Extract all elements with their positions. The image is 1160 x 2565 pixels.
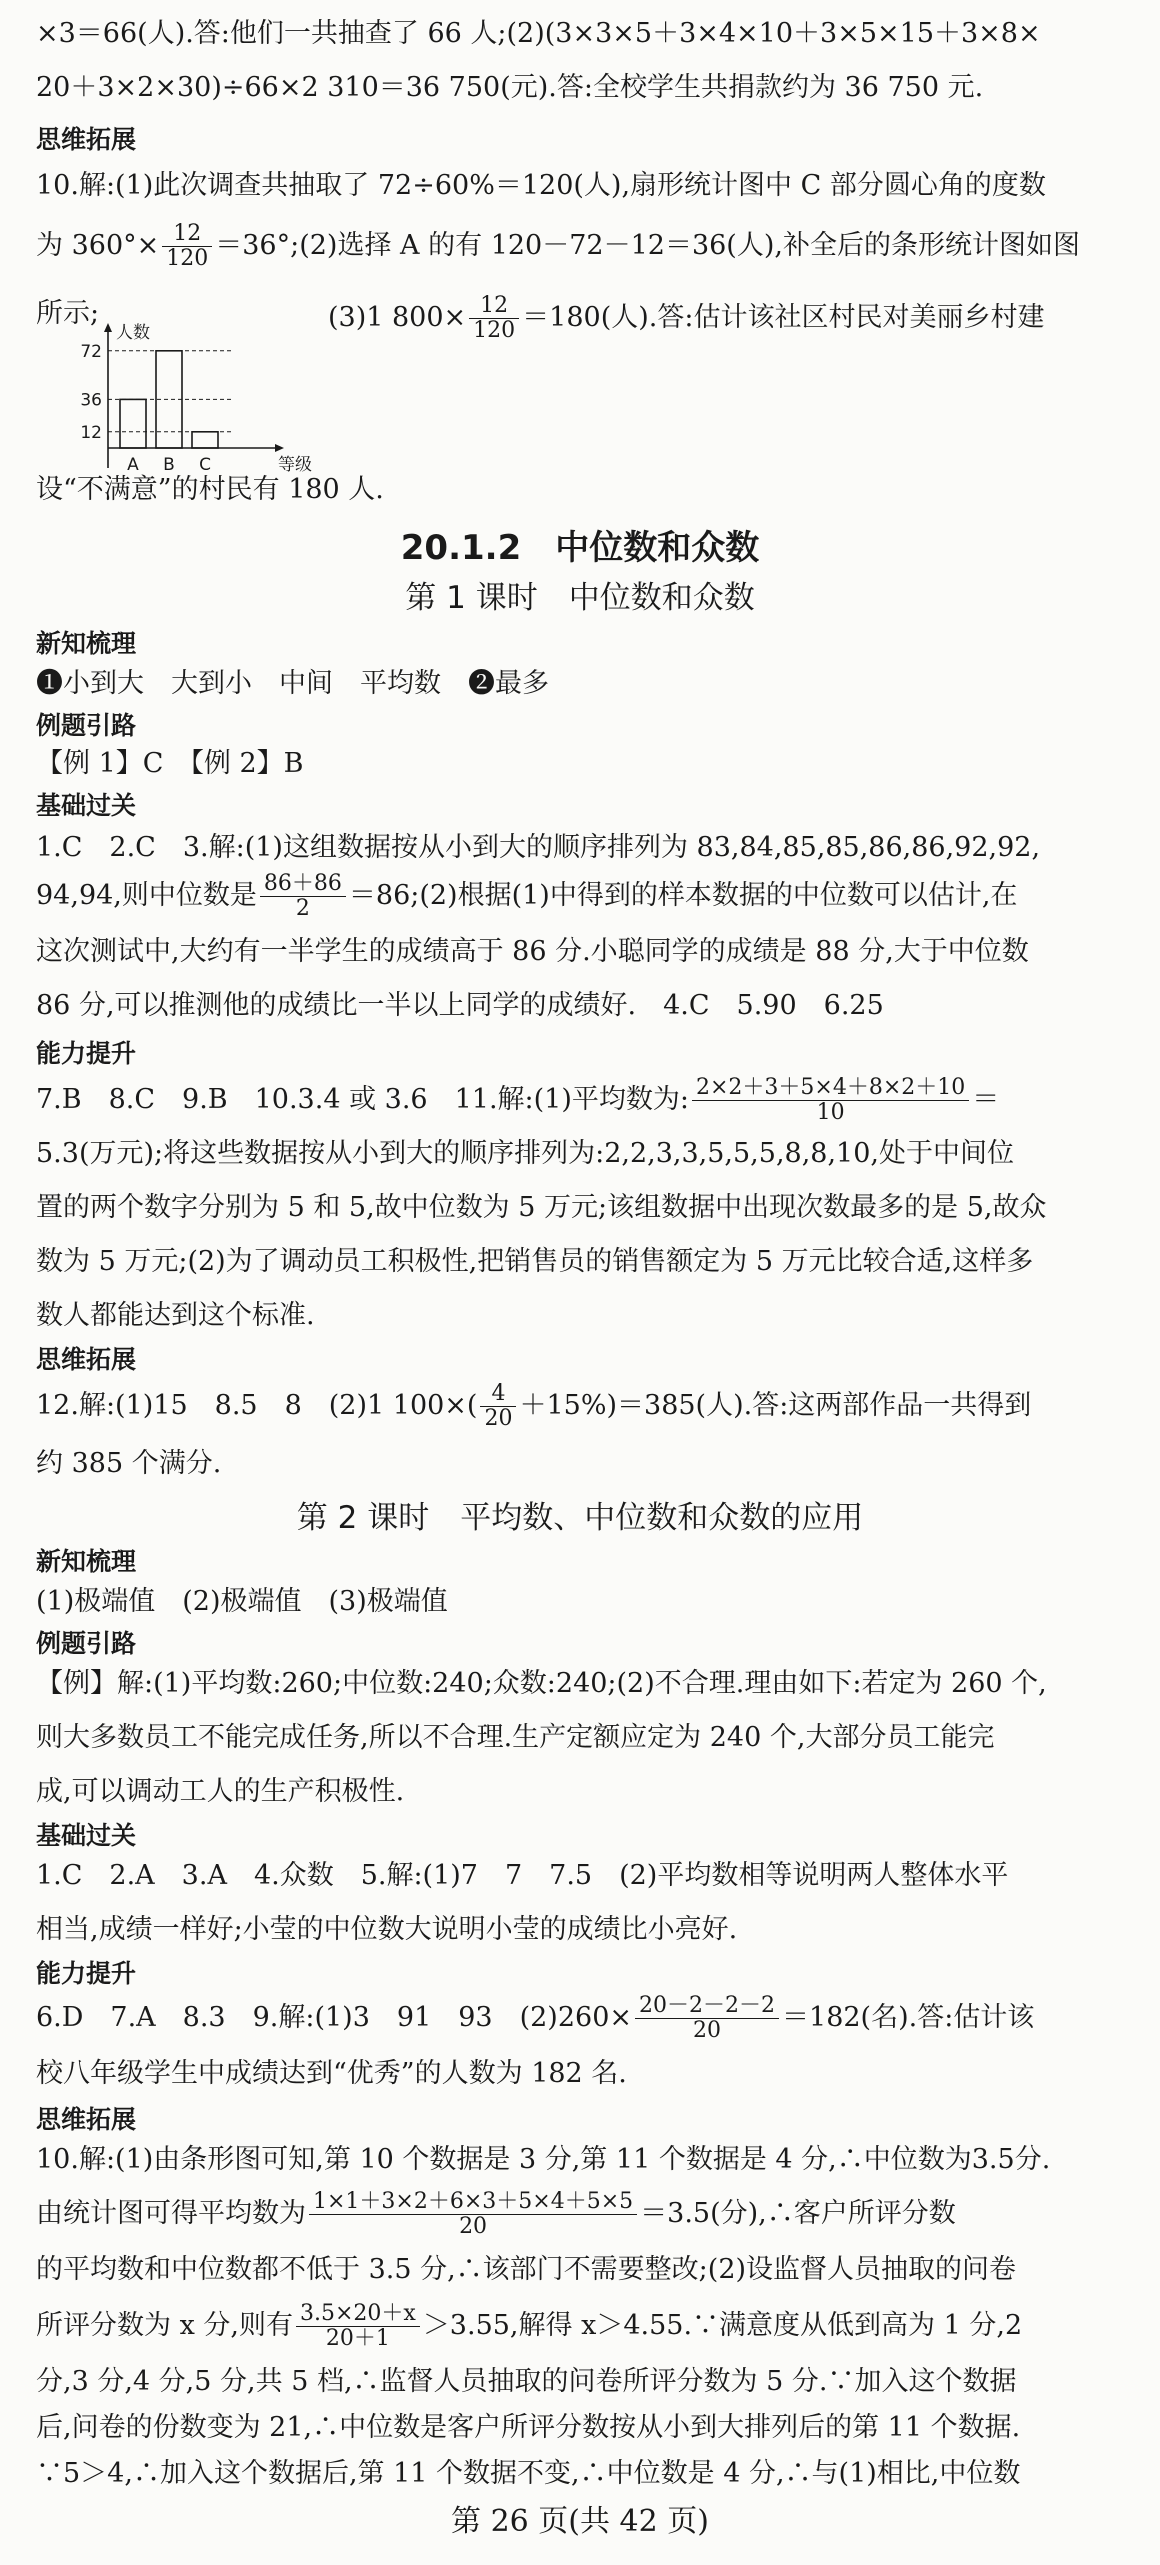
fraction-denominator: 20 (459, 2214, 488, 2239)
x-tick-label: B (163, 455, 175, 475)
text-segment: ＝182(名).答:估计该 (782, 2002, 1035, 2033)
text-line: 所示; (36, 298, 100, 329)
text-line: 分,3 分,4 分,5 分,共 5 档,∴监督人员抽取的问卷所评分数为 5 分.∵加入这个数据 (36, 2366, 1017, 2397)
text-line: 10.解:(1)由条形图可知,第 10 个数据是 3 分,第 11 个数据是 4 分,∴中位数为3.5分. (36, 2144, 1051, 2175)
text-line: 成,可以调动工人的生产积极性. (36, 1776, 405, 1807)
text-segment: ( (466, 1390, 478, 1421)
text-segment: ＞3.55,解得 x＞4.55.∵满意度从低到高为 1 分,2 (422, 2310, 1023, 2341)
text-line: 设“不满意”的村民有 180 人. (36, 474, 384, 505)
text-segment: 7.B 8.C 9.B 10.3.4 或 3.6 11.解:(1)平均数为: (36, 1084, 689, 1115)
fraction-denominator: 20＋1 (325, 2326, 390, 2351)
text-line: 约 385 个满分. (36, 1448, 222, 1479)
text-segment: 所评分数为 x 分,则有 (36, 2310, 293, 2341)
text-line-with-fraction (36, 1378, 1124, 1434)
text-segment: 6.D 7.A 8.3 9.解:(1)3 91 93 (2)260× (36, 2002, 633, 2033)
text-line: 这次测试中,大约有一半学生的成绩高于 86 分.小聪同学的成绩是 88 分,大于中位数 (36, 936, 1029, 967)
text-line-with-fraction (36, 870, 1124, 922)
text-segment: ＝ (972, 1084, 1000, 1115)
section-heading: 例题引路 (36, 711, 137, 740)
y-tick-label: 36 (80, 390, 102, 411)
text-segment: (3)1 800× (328, 302, 467, 333)
text-line: ×3＝66(人).答:他们一共抽查了 66 人;(2)(3×3×5＋3×4×10＋3×5×15＋3×8× (36, 18, 1041, 49)
text-segment: 94,94,则中位数是 (36, 880, 257, 911)
fraction-denominator: 120 (473, 318, 516, 343)
x-axis-label: 等级 (278, 455, 312, 475)
text-line-with-fraction (36, 1990, 1124, 2046)
fraction-denominator: 120 (166, 246, 209, 271)
fraction-denominator: 2 (295, 896, 310, 921)
x-axis-arrow (275, 444, 284, 452)
text-line-with-fraction (36, 1074, 1124, 1126)
lesson-title: 第 2 课时 平均数、中位数和众数的应用 (296, 1500, 864, 1536)
fraction-numerator: 12 (469, 294, 519, 319)
text-line: 10.解:(1)此次调查共抽取了 72÷60%＝120(人),扇形统计图中 C 部分圆心角的度数 (36, 170, 1046, 201)
text-line: 20＋3×2×30)÷66×2 310＝36 750(元).答:全校学生共捐款约为 36 750 元. (36, 72, 984, 103)
text-line-with-fraction (36, 2186, 1124, 2242)
text-line: 相当,成绩一样好;小莹的中位数大说明小莹的成绩比小亮好. (36, 1914, 738, 1945)
bar-chart (56, 320, 316, 480)
bar-a (120, 399, 146, 448)
fraction-denominator: 10 (816, 1100, 845, 1125)
section-heading: 思维拓展 (36, 1345, 137, 1374)
fraction-numerator: 3.5×20＋x (296, 2302, 420, 2327)
y-axis-label: 人数 (116, 323, 150, 343)
fraction-numerator: 2×2＋3＋5×4＋8×2＋10 (692, 1076, 969, 1101)
section-heading: 新知梳理 (36, 629, 137, 658)
section-heading: 基础过关 (36, 1821, 137, 1850)
section-title: 20.1.2 中位数和众数 (400, 528, 760, 568)
fraction (162, 222, 212, 271)
section-heading: 思维拓展 (36, 125, 137, 154)
text-segment: ＝180(人).答:估计该社区村民对美丽乡村建 (522, 302, 1045, 333)
text-line: 则大多数员工不能完成任务,所以不合理.生产定额应定为 240 个,大部分员工能完 (36, 1722, 995, 1753)
fraction (635, 1994, 779, 2043)
y-tick-label: 72 (80, 341, 102, 362)
text-line: 的平均数和中位数都不低于 3.5 分,∴该部门不需要整改;(2)设监督人员抽取的问卷 (36, 2254, 1017, 2285)
section-heading: 新知梳理 (36, 1547, 137, 1576)
text-line: 置的两个数字分别为 5 和 5,故中位数为 5 万元;该组数据中出现次数最多的是 5,故众 (36, 1192, 1047, 1223)
text-line-with-fraction (328, 292, 1124, 344)
text-segment: 为 360°× (36, 230, 160, 261)
y-axis-arrow (104, 323, 112, 332)
fraction-numerator: 1×1＋3×2＋6×3＋5×4＋5×5 (309, 2190, 637, 2215)
fraction (692, 1076, 969, 1125)
text-line: 后,问卷的份数变为 21,∴中位数是客户所评分数按从小到大排列后的第 11 个数据. (36, 2412, 1021, 2443)
fraction-numerator: 4 (480, 1382, 516, 1407)
text-segment: ＝36°;(2)选择 A 的有 120－72－12＝36(人),补全后的条形统计图如图 (215, 230, 1080, 261)
text-segment: ＝86;(2)根据(1)中得到的样本数据的中位数可以估计,在 (348, 880, 1018, 911)
section-heading: 能力提升 (36, 1039, 137, 1068)
fraction-numerator: 86＋86 (260, 872, 346, 897)
fraction-denominator: 20 (484, 1406, 513, 1431)
text-segment: ＋15%) (519, 1390, 618, 1421)
text-line: 【例】解:(1)平均数:260;中位数:240;众数:240;(2)不合理.理由如下:若定为 260 个, (36, 1668, 1047, 1699)
section-heading: 例题引路 (36, 1629, 137, 1658)
fraction (309, 2190, 637, 2239)
text-line: 5.3(万元);将这些数据按从小到大的顺序排列为:2,2,3,3,5,5,5,8,8,10,处于中间位 (36, 1138, 1014, 1169)
fraction (296, 2302, 420, 2351)
x-tick-label: A (127, 455, 139, 475)
text-line: 校八年级学生中成绩达到“优秀”的人数为 182 名. (36, 2058, 627, 2089)
text-line: 数人都能达到这个标准. (36, 1300, 315, 1331)
section-heading: 基础过关 (36, 791, 137, 820)
y-tick-label: 12 (80, 422, 102, 443)
text-line: 86 分,可以推测他的成绩比一半以上同学的成绩好. 4.C 5.90 6.25 (36, 990, 884, 1021)
x-tick-label: C (199, 455, 211, 475)
section-heading: 能力提升 (36, 1959, 137, 1988)
fraction (260, 872, 346, 921)
lesson-title: 第 1 课时 中位数和众数 (405, 580, 755, 616)
text-segment: 12.解:(1)15 8.5 8 (2)1 100× (36, 1390, 467, 1421)
text-line: 数为 5 万元;(2)为了调动员工积极性,把销售员的销售额定为 5 万元比较合适,这样多 (36, 1246, 1034, 1277)
text-segment: 由统计图可得平均数为 (36, 2198, 306, 2229)
bar-c (192, 432, 218, 448)
page-footer: 第 26 页(共 42 页) (451, 2504, 709, 2539)
text-line: ❶小到大 大到小 中间 平均数 ❷最多 (36, 668, 549, 699)
text-line: ∵5＞4,∴加入这个数据后,第 11 个数据不变,∴中位数是 4 分,∴与(1)相比,中位数 (36, 2458, 1021, 2489)
text-line-with-fraction (36, 2298, 1124, 2354)
text-line: 1.C 2.A 3.A 4.众数 5.解:(1)7 7 7.5 (2)平均数相等说明两人整体水平 (36, 1860, 1009, 1891)
fraction-numerator: 20－2－2－2 (635, 1994, 779, 2019)
section-heading: 思维拓展 (36, 2105, 137, 2134)
text-segment: ＝385(人).答:这两部作品一共得到 (617, 1390, 1032, 1421)
text-line: (1)极端值 (2)极端值 (3)极端值 (36, 1586, 448, 1617)
fraction-numerator: 12 (162, 222, 212, 247)
text-line-with-fraction (36, 220, 1124, 272)
fraction (480, 1382, 516, 1431)
text-line: 1.C 2.C 3.解:(1)这组数据按从小到大的顺序排列为 83,84,85,85,86,86,92,92, (36, 832, 1041, 863)
fraction (469, 294, 519, 343)
text-segment: ＝3.5(分),∴客户所评分数 (640, 2198, 956, 2229)
text-line: 【例 1】C 【例 2】B (36, 748, 304, 779)
fraction-denominator: 20 (693, 2018, 722, 2043)
